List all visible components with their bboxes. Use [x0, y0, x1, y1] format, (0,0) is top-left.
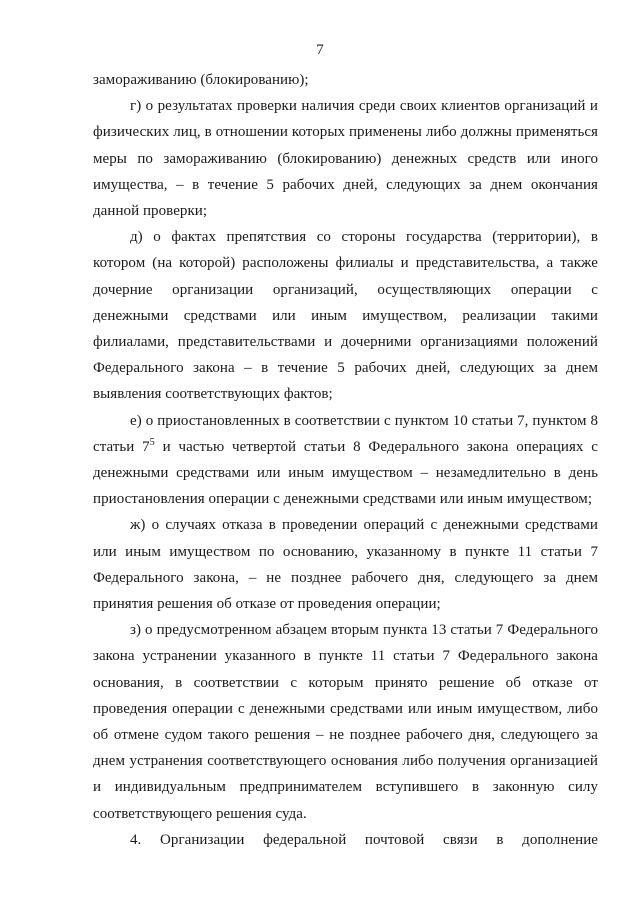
document-body: [93, 67, 598, 853]
paragraph-section-4: 4. Организации федеральной почтовой связи в дополнение: [130, 831, 598, 848]
paragraph-item-g: г) о результатах проверки наличия среди своих клиентов организаций и физических лиц, в отношении которых применены либо должны применяться меры по замораживанию (блокированию) денежных средств или иного имущества, – в течение 5 рабочих дней, следующих за днем окончания данной проверки;: [93, 98, 598, 220]
paragraph-item-zh: ж) о случаях отказа в проведении операций с денежными средствами или иным имуществом по основанию, указанному в пункте 11 статьи 7 Федерального закона, – не позднее рабочего дня, следующего за днем принятия решения об отказе от проведения операции;: [93, 517, 598, 613]
paragraph-item-d: д) о фактах препятствия со стороны государства (территории), в котором (на которой) расположены филиалы и представительства, а также дочерние организации организаций, осуществляющих операции с денежными средствами или иным имуществом, реализации такими филиалами, представительствами и дочерними организациями положений Федерального закона – в течение 5 рабочих дней, следующих за днем выявления соответствующих фактов;: [93, 229, 598, 403]
paragraph-item-e-text-before: е) о приостановленных в соответствии с пунктом 10 статьи 7, пунктом 8 статьи 7: [93, 412, 598, 455]
paragraph-item-e-text-after: и частью четвертой статьи 8 Федерального закона операциях с денежными средствами или иным имуществом – незамедлительно в день приостановления операции с денежными средствами или иным имуществом;: [93, 438, 598, 508]
paragraph-item-e: [93, 408, 598, 513]
page-number: 7: [316, 42, 324, 58]
paragraph-continuation: замораживанию (блокированию);: [93, 72, 309, 88]
superscript-article-number: 5: [149, 436, 155, 448]
paragraph-item-z: з) о предусмотренном абзацем вторым пункта 13 статьи 7 Федерального закона устранении указанного в пункте 11 статьи 7 Федерального закона основания, в соответствии с которым принято решение об отказе от проведения операции с денежными средствами или иным имуществом, либо об отмене судом такого решения – не позднее рабочего дня, следующего за днем устранения соответствующего основания либо получения организацией и индивидуальным предпринимателем вступившего в законную силу соответствующего решения суда.: [93, 622, 598, 822]
